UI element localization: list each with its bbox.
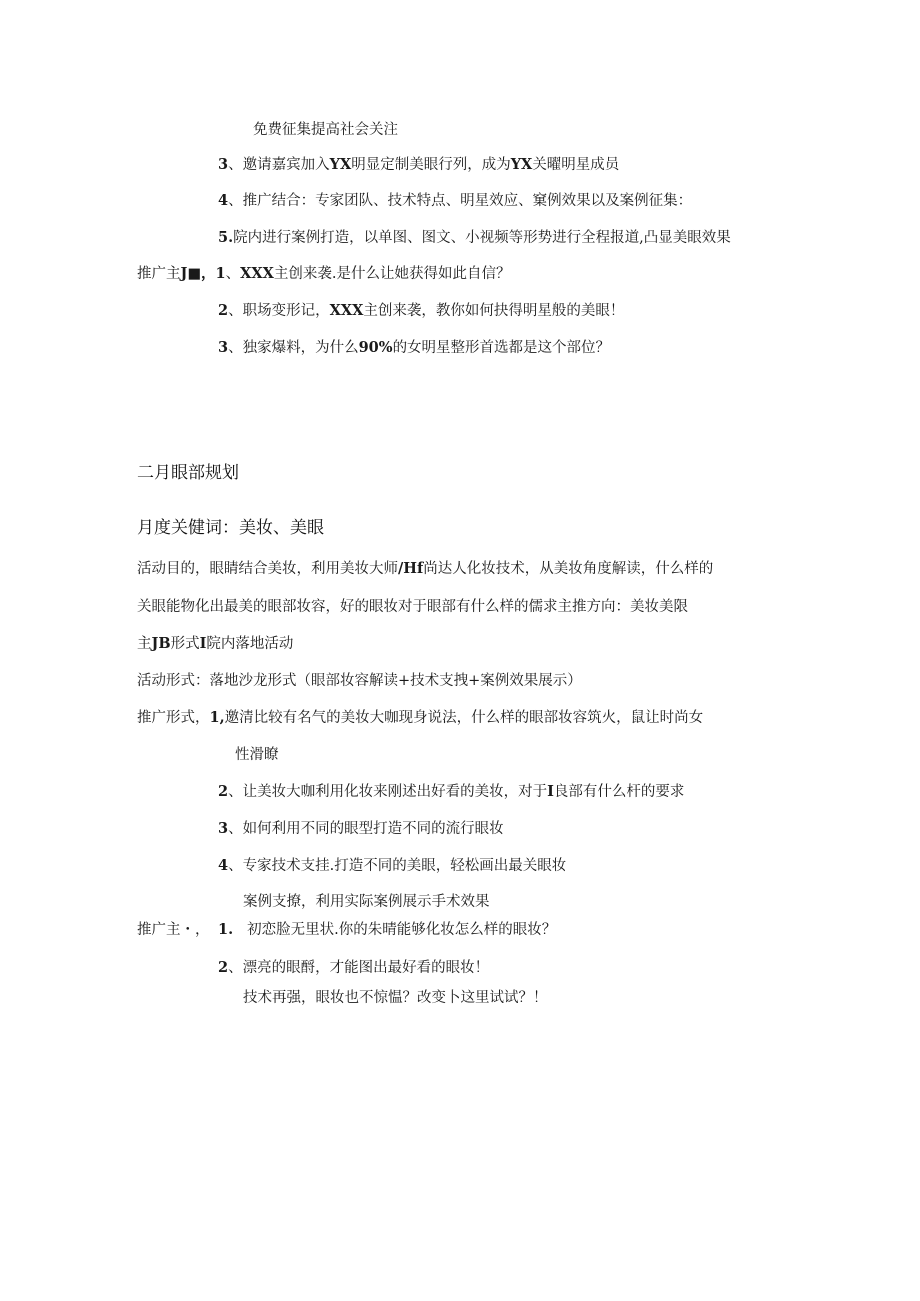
text: 关眼能物化出最美的眼部妆容，好的眼妆对于眼部有什么样的儒求主推方向：美妆美限 (137, 599, 688, 615)
text: 、让美妆大咖利用化妆来刚述出好看的美妆，对于 (228, 784, 548, 800)
body-line-1 (137, 559, 713, 579)
text-line-7 (218, 338, 610, 358)
text: 、邀请嘉宾加入 (228, 157, 330, 173)
item-number: 4 (218, 192, 229, 209)
body-line-13 (243, 988, 548, 1008)
bold-text: JB (151, 635, 171, 652)
text: 推广主・， (137, 922, 210, 938)
body-line-11 (137, 920, 210, 940)
body-line-3 (137, 634, 293, 654)
bold-text: XXX (240, 265, 274, 282)
bold-text: YX (510, 156, 533, 173)
text: 尚达人化妆技术，从美妆角度解读，什么样的 (423, 561, 714, 577)
body-line-8 (218, 819, 504, 839)
body-line-5 (137, 708, 703, 728)
body-line-12 (218, 958, 489, 978)
text: 免费征集提高社会关注 (253, 122, 398, 138)
item-number: 3 (218, 820, 229, 837)
body-line-11-item (218, 920, 556, 940)
text-line-5 (137, 264, 511, 284)
text-line-1 (253, 120, 398, 140)
text: 推广主 (137, 266, 181, 282)
bold-text: YX (329, 156, 352, 173)
item-number: 5. (218, 229, 234, 246)
item-number: 3 (218, 156, 229, 173)
text: 院内落地活动 (206, 636, 294, 652)
body-line-2 (137, 597, 688, 617)
body-line-6 (235, 745, 279, 765)
text: 性滑瞭 (235, 747, 279, 763)
text: 院内进行案例打造，以单图、图文、小视频等形势进行全程报道,凸显美眼效果 (233, 230, 731, 246)
text-line-2 (218, 155, 619, 175)
text: 、推广结合：专家团队、技术特点、明星效应、窠例效果以及案例征集： (228, 193, 693, 209)
text: 明显定制美眼行列，成为 (351, 157, 511, 173)
body-line-9 (218, 856, 566, 876)
body-line-4 (137, 671, 582, 691)
bold-text: I (547, 783, 554, 800)
text: 的女明星整形首选都是这个部位？ (392, 340, 611, 356)
text: 活动目的，眼睛结合美妆，利用美妆大师 (137, 561, 398, 577)
bold-text: J■，1 (180, 265, 226, 282)
text: 关曜明星成员 (532, 157, 620, 173)
item-number: 1. (218, 921, 234, 938)
text: 案例支撩，利用实际案例展示手术效果 (243, 894, 490, 910)
keywords-heading: 月度关健词：美妆、美眼 (137, 518, 324, 538)
text: 活动形式：落地沙龙形式（眼部妆容解读+技术支拽+案例效果展示） (137, 673, 582, 689)
body-line-10 (243, 892, 490, 912)
bold-text: 1, (209, 709, 225, 726)
text-line-3 (218, 191, 692, 211)
text: 、如何利用不同的眼型打造不同的流行眼妆 (228, 821, 504, 837)
text: 推广形式， (137, 710, 210, 726)
text: 良部有什么杆的要求 (553, 784, 685, 800)
text: 、 (225, 266, 241, 282)
item-number: 2 (218, 302, 229, 319)
text: 主 (137, 636, 152, 652)
text-line-6 (218, 301, 624, 321)
text: 、专家技术支挂.打造不同的美眼，轻松画出最关眼妆 (228, 858, 567, 874)
text-line-4 (218, 228, 731, 248)
item-number: 2 (218, 959, 229, 976)
section-title: 二月眼部规划 (137, 463, 239, 483)
bold-text: /Hf (398, 560, 424, 577)
item-number: 3 (218, 339, 229, 356)
text: 、独家爆料，为什么 (228, 340, 359, 356)
bold-text: 90% (358, 339, 393, 356)
item-number: 4 (218, 857, 229, 874)
text: 主创来袭，教你如何抉得明星般的美眼！ (363, 303, 625, 319)
text: 、漂亮的眼酹，才能图出最好看的眼妆！ (228, 960, 490, 976)
text: 邀清比较有名气的美妆大咖现身说法，什么样的眼部妆容筑火，鼠让时尚女 (224, 710, 704, 726)
text: 初恋脸无里状.你的朱晴能够化妆怎么样的眼妆？ (247, 922, 557, 938)
item-number: 2 (218, 783, 229, 800)
text: 形式 (170, 636, 200, 652)
text: 技术再强，眼妆也不惊愠？改变卜这里试试？！ (243, 990, 548, 1006)
bold-text: XXX (329, 302, 364, 319)
text: 主创来袭.是什么让她获得如此自信？ (273, 266, 511, 282)
bold-text: I (199, 635, 207, 652)
text: 、职场变形记， (228, 303, 330, 319)
body-line-7 (218, 782, 684, 802)
